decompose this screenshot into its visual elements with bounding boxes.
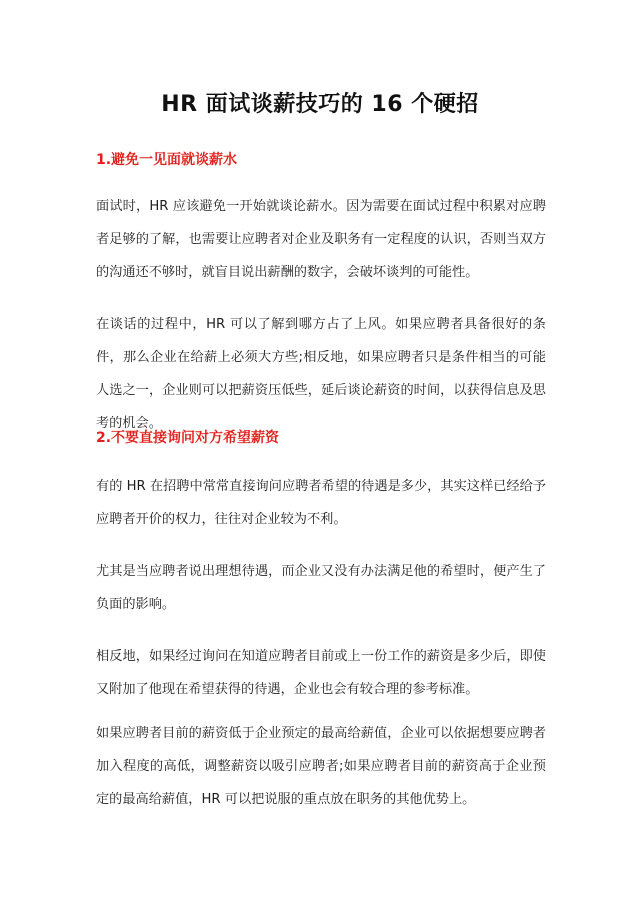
paragraph: 面试时，HR 应该避免一开始就谈论薪水。因为需要在面试过程中积累对应聘者足够的了解，也需要让应聘者对企业及职务有一定程度的认识，否则当双方的沟通还不够时，就盲目说出薪酬的数字，会破坏谈判的可能性。 <box>96 199 546 280</box>
paragraph: 在谈话的过程中，HR 可以了解到哪方占了上风。如果应聘者具备很好的条件，那么企业在给薪上必须大方些;相反地，如果应聘者只是条件相当的可能人选之一，企业则可以把薪资压低些，延后谈论薪资的时间，以获得信息及思考的机会。 <box>96 317 546 431</box>
page-title: HR 面试谈薪技巧的 16 个硬招 <box>161 92 479 117</box>
section-heading-1: 1.避免一见面就谈薪水 <box>96 152 238 168</box>
paragraph: 如果应聘者目前的薪资低于企业预定的最高给薪值，企业可以依据想要应聘者加入程度的高低，调整薪资以吸引应聘者;如果应聘者目前的薪资高于企业预定的最高给薪值，HR 可以把说服的重点放在职务的其他优势上。 <box>96 726 546 807</box>
paragraph: 有的 HR 在招聘中常常直接询问应聘者希望的待遇是多少，其实这样已经给予应聘者开价的权力，往往对企业较为不利。 <box>96 479 546 527</box>
paragraph: 相反地，如果经过询问在知道应聘者目前或上一份工作的薪资是多少后，即使又附加了他现在希望获得的待遇，企业也会有较合理的参考标准。 <box>96 649 546 697</box>
section-heading-2: 2.不要直接询问对方希望薪资 <box>96 430 280 446</box>
paragraph: 尤其是当应聘者说出理想待遇，而企业又没有办法满足他的希望时，便产生了负面的影响。 <box>96 564 546 612</box>
